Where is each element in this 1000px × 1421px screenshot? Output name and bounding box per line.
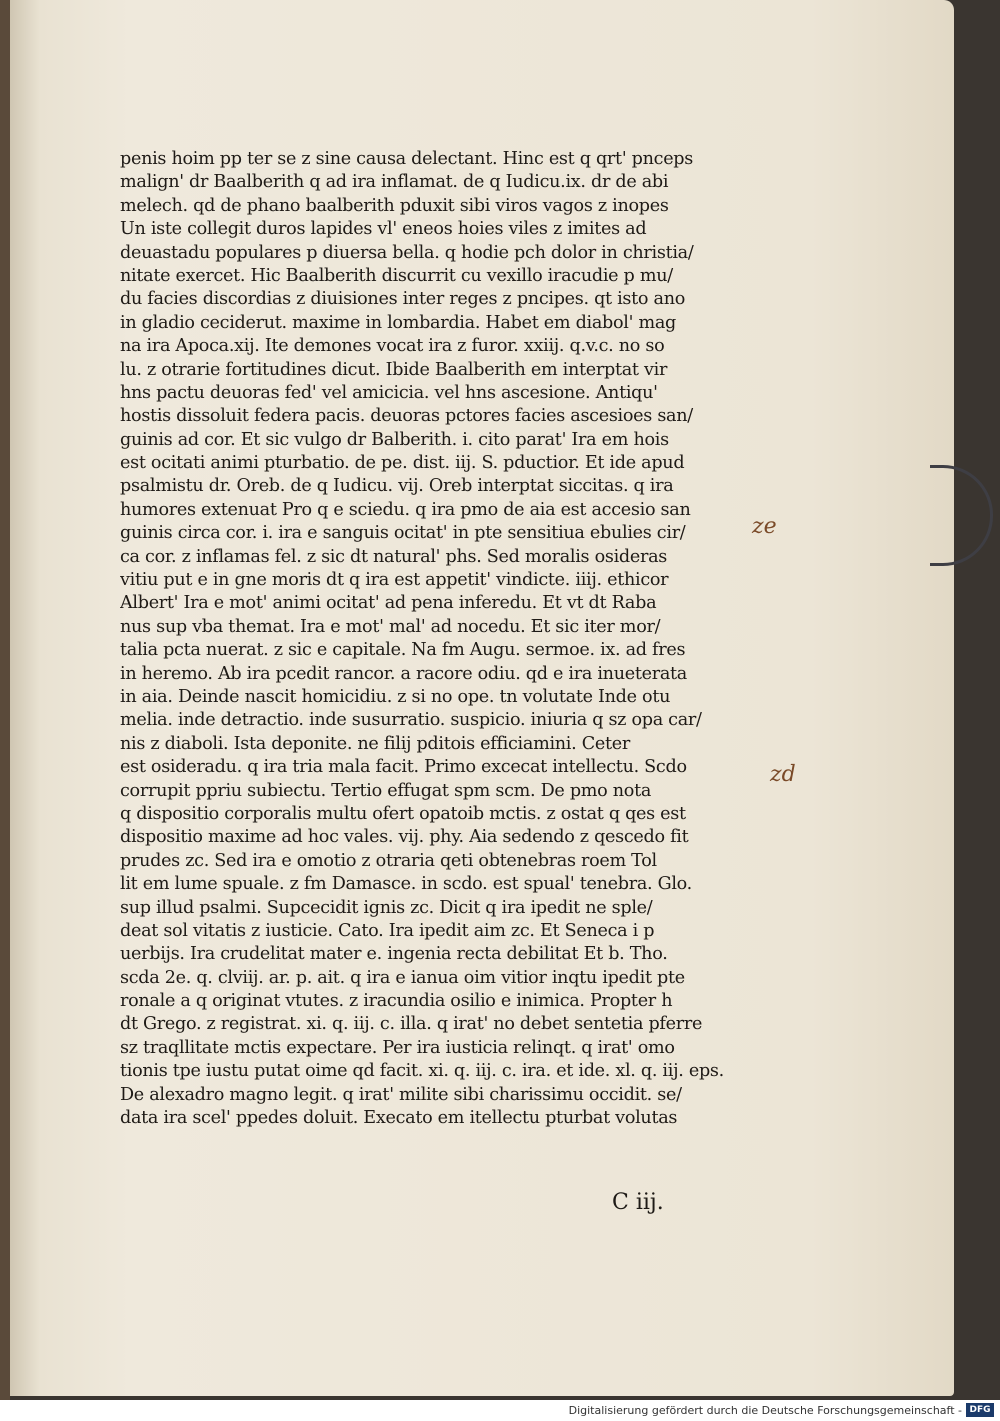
text-line: malign' dr Baalberith q ad ira inflamat. de q Iudicu.ix. dr de abi xyxy=(120,172,669,193)
text-line: est ocitati animi pturbatio. de pe. dist. iij. S. pductior. Et ide apud xyxy=(120,453,685,474)
text-line: data ira scel' ppedes doluit. Execato em itellectu pturbat volutas xyxy=(120,1108,678,1129)
text-line: in heremo. Ab ira pcedit rancor. a racore odiu. qd e ira inueterata xyxy=(120,663,687,684)
text-line: lu. z otrarie fortitudines dicut. Ibide Baalberith em interptat vir xyxy=(120,359,668,380)
text-line: sup illud psalmi. Supcecidit ignis zc. Dicit q ira ipedit ne sple/ xyxy=(120,897,653,918)
signature-mark: C iij. xyxy=(612,1190,664,1215)
text-line: dt Grego. z registrat. xi. q. iij. c. illa. q irat' no debet sentetia pferre xyxy=(120,1014,703,1035)
text-line: nis z diaboli. Ista deponite. ne filij pditois efficiamini. Ceter xyxy=(120,733,630,754)
text-line: lit em lume spuale. z fm Damasce. in scdo. est spual' tenebra. Glo. xyxy=(120,874,692,895)
text-line: guinis circa cor. i. ira e sanguis ocitat' in pte sensitiua ebulies cir/ xyxy=(120,523,686,544)
text-line: De alexadro magno legit. q irat' milite sibi charissimu occidit. se/ xyxy=(120,1084,682,1105)
text-line: nus sup vba themat. Ira e mot' mal' ad nocedu. Et sic iter mor/ xyxy=(120,616,661,637)
dfg-logo: DFG xyxy=(966,1403,994,1417)
text-line: vitiu put e in gne moris dt q ira est appetit' vindicte. iiij. ethicor xyxy=(120,570,669,591)
text-line: penis hoim pp ter se z sine causa delectant. Hinc est q qrt' pnceps xyxy=(120,149,693,169)
text-line: guinis ad cor. Et sic vulgo dr Balberith. i. cito parat' Ira em hois xyxy=(120,429,669,450)
text-line: Albert' Ira e mot' animi ocitat' ad pena inferedu. Et vt dt Raba xyxy=(120,593,657,614)
text-block xyxy=(120,148,740,1130)
text-line: talia pcta nuerat. z sic e capitale. Na fm Augu. sermoe. ix. ad fres xyxy=(120,640,686,661)
text-line: psalmistu dr. Oreb. de q Iudicu. vij. Oreb interptat siccitas. q ira xyxy=(120,476,674,497)
text-line: melech. qd de phano baalberith pduxit sibi viros vagos z inopes xyxy=(120,195,669,216)
text-line: na ira Apoca.xij. Ite demones vocat ira z furor. xxiij. q.v.c. no so xyxy=(120,336,665,357)
text-line: ca cor. z inflamas fel. z sic dt natural' phs. Sed moralis osideras xyxy=(120,546,668,567)
text-line: est osideradu. q ira tria mala facit. Primo excecat intellectu. Scdo xyxy=(120,757,687,778)
footer-credit: Digitalisierung gefördert durch die Deutsche Forschungsgemeinschaft - xyxy=(568,1404,962,1417)
text-line: ronale a q originat vtutes. z iracundia osilio e inimica. Propter h xyxy=(120,991,673,1012)
text-line: dispositio maxime ad hoc vales. vij. phy. Aia sedendo z qescedo fit xyxy=(120,827,689,848)
text-line: melia. inde detractio. inde susurratio. suspicio. iniuria q sz opa car/ xyxy=(120,710,702,731)
text-line: deat sol vitatis z iusticie. Cato. Ira ipedit aim zc. Et Seneca i p xyxy=(120,920,655,941)
text-line: Un iste collegit duros lapides vl' eneos hoies viles z imites ad xyxy=(120,219,647,240)
text-line: in aia. Deinde nascit homicidiu. z si no ope. tn volutate Inde otu xyxy=(120,686,671,707)
text-line: tionis tpe iustu putat oime qd facit. xi. q. iij. c. ira. et ide. xl. q. iij. eps. xyxy=(120,1061,724,1082)
text-line: q dispositio corporalis multu ofert opatoib mctis. z ostat q qes est xyxy=(120,803,686,824)
text-line: du facies discordias z diuisiones inter reges z pncipes. qt isto ano xyxy=(120,289,686,310)
text-line: deuastadu populares p diuersa bella. q hodie pch dolor in christia/ xyxy=(120,242,694,263)
text-line: humores extenuat Pro q e sciedu. q ira pmo de aia est accesio san xyxy=(120,499,691,520)
text-line: in gladio ceciderut. maxime in lombardia. Habet em diabol' mag xyxy=(120,312,676,333)
text-line: uerbijs. Ira crudelitat mater e. ingenia recta debilitat Et b. Tho. xyxy=(120,944,668,965)
text-line: sz traqllitate mctis expectare. Per ira iusticia relinqt. q irat' omo xyxy=(120,1037,675,1058)
margin-note: zd xyxy=(770,762,796,787)
text-line: hns pactu deuoras fed' vel amicicia. vel hns ascesione. Antiqu' xyxy=(120,382,658,403)
text-line: scda 2e. q. clviij. ar. p. ait. q ira e ianua oim vitior inqtu ipedit pte xyxy=(120,967,685,988)
text-line: prudes zc. Sed ira e omotio z otraria qeti obtenebras roem Tol xyxy=(120,850,657,871)
book-spine xyxy=(0,0,10,1400)
footer-bar xyxy=(0,1400,1000,1421)
text-line: hostis dissoluit federa pacis. deuoras pctores facies ascesioes san/ xyxy=(120,406,693,427)
margin-note: ze xyxy=(752,514,777,539)
text-line: corrupit ppriu subiectu. Tertio effugat spm scm. De pmo nota xyxy=(120,780,652,801)
text-line: nitate exercet. Hic Baalberith discurrit cu vexillo iracudie p mu/ xyxy=(120,265,673,286)
